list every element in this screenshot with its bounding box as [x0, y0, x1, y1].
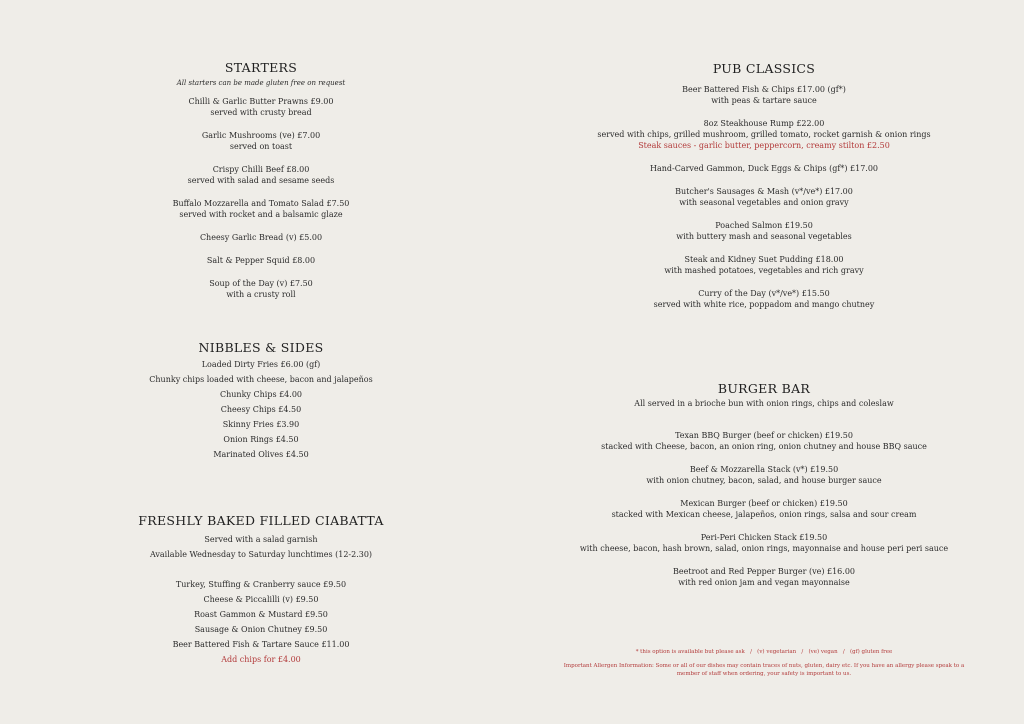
- menu-item: [575, 288, 953, 310]
- item-name: Texan BBQ Burger (beef or chicken) £19.50: [675, 431, 853, 440]
- item-desc: served with salad and sesame seeds: [187, 176, 335, 185]
- nibbles-list: [140, 357, 382, 462]
- starters-list: [140, 96, 382, 300]
- menu-item: [140, 232, 382, 243]
- item-desc: with seasonal vegetables and onion gravy: [679, 198, 849, 207]
- pub-classics-list: [575, 84, 953, 310]
- menu-item: [140, 255, 382, 266]
- menu-item: [575, 118, 953, 151]
- menu-item: [575, 464, 953, 486]
- ciabatta-title: FRESHLY BAKED FILLED CIABATTA: [138, 513, 384, 528]
- burger-bar-title: BURGER BAR: [717, 381, 811, 396]
- menu-item: [575, 532, 953, 554]
- pub-classics-title: PUB CLASSICS: [712, 61, 816, 76]
- item-desc: served with white rice, poppadom and mango chutney: [653, 300, 875, 309]
- dietary-legend: * this option is available but please ask / (v) vegetarian / (ve) vegan / (gf) gluten free: [635, 649, 893, 655]
- menu-item: [575, 254, 953, 276]
- item-desc: with buttery mash and seasonal vegetables: [676, 232, 852, 241]
- item-desc: served with chips, grilled mushroom, grilled tomato, rocket garnish & onion rings: [597, 130, 931, 139]
- item-name: Chilli & Garlic Butter Prawns £9.00: [188, 97, 334, 106]
- menu-item: [140, 164, 382, 186]
- item-name: Salt & Pepper Squid £8.00: [206, 256, 316, 265]
- footer: [555, 648, 973, 678]
- menu-item: [575, 220, 953, 242]
- nibbles-title: NIBBLES & SIDES: [198, 340, 324, 355]
- item-name: Poached Salmon £19.50: [715, 221, 813, 230]
- item-desc: with cheese, bacon, hash brown, salad, onion rings, mayonnaise and house peri peri sauce: [579, 544, 949, 553]
- menu-item: [575, 498, 953, 520]
- burger-list: [575, 430, 953, 588]
- item-desc: served with crusty bread: [210, 108, 312, 117]
- allergen-info-line1: Important Allergen Information: Some or all of our dishes may contain traces of nuts, gluten, dairy etc. If you have an allergy please speak to a: [563, 663, 965, 669]
- item-desc: with mashed potatoes, vegetables and rich gravy: [664, 266, 864, 275]
- item-desc: served with rocket and a balsamic glaze: [179, 210, 343, 219]
- list-item: Chunky chips loaded with cheese, bacon and jalapeños: [149, 375, 373, 384]
- item-name: Garlic Mushrooms (ve) £7.00: [201, 131, 321, 140]
- burger-bar-section: [575, 382, 953, 588]
- menu-item: [140, 130, 382, 152]
- item-name: Crispy Chilli Beef £8.00: [212, 165, 310, 174]
- item-desc: with peas & tartare sauce: [711, 96, 817, 105]
- item-desc: stacked with Mexican cheese, jalapeños, onion rings, salsa and sour cream: [611, 510, 917, 519]
- ciabatta-sub2: Available Wednesday to Saturday lunchtimes (12-2.30): [149, 550, 373, 559]
- item-desc: with onion chutney, bacon, salad, and house burger sauce: [646, 476, 882, 485]
- starters-note: All starters can be made gluten free on request: [176, 79, 346, 87]
- list-item: Skinny Fries £3.90: [222, 420, 300, 429]
- item-name: Beer Battered Fish & Chips £17.00 (gf*): [682, 85, 846, 94]
- list-item: Cheesy Chips £4.50: [220, 405, 302, 414]
- list-item: Sausage & Onion Chutney £9.50: [194, 625, 328, 634]
- item-name: Hand-Carved Gammon, Duck Eggs & Chips (gf*) £17.00: [649, 164, 879, 173]
- list-item: Loaded Dirty Fries £6.00 (gf): [201, 360, 321, 369]
- item-name: Buffalo Mozzarella and Tomato Salad £7.50: [172, 199, 350, 208]
- item-desc: with red onion jam and vegan mayonnaise: [678, 578, 850, 587]
- burger-bar-sub: All served in a brioche bun with onion rings, chips and coleslaw: [634, 399, 894, 408]
- starters-section: [140, 61, 382, 300]
- pub-classics-section: [575, 62, 953, 310]
- item-name: Beef & Mozzarella Stack (v*) £19.50: [689, 465, 839, 474]
- item-name: Beetroot and Red Pepper Burger (ve) £16.00: [673, 567, 855, 576]
- list-item: Beer Battered Fish & Tartare Sauce £11.00: [172, 640, 350, 649]
- item-desc: with a crusty roll: [226, 290, 296, 299]
- allergen-info-line2: member of staff when ordering, your safety is important to us.: [676, 671, 852, 677]
- item-name: Butcher's Sausages & Mash (v*/ve*) £17.00: [675, 187, 853, 196]
- list-item: Cheese & Piccalilli (v) £9.50: [203, 595, 319, 604]
- item-desc: served on toast: [229, 142, 293, 151]
- item-name: Mexican Burger (beef or chicken) £19.50: [680, 499, 848, 508]
- menu-item: [575, 566, 953, 588]
- list-item: Marinated Olives £4.50: [213, 450, 309, 459]
- menu-item: [575, 84, 953, 106]
- menu-item: [575, 430, 953, 452]
- nibbles-section: [140, 341, 382, 462]
- item-name: Soup of the Day (v) £7.50: [209, 279, 313, 288]
- ciabatta-subtitles: [120, 532, 402, 562]
- item-desc: stacked with Cheese, bacon, an onion ring, onion chutney and house BBQ sauce: [601, 442, 927, 451]
- menu-item: [575, 163, 953, 174]
- list-item: Roast Gammon & Mustard £9.50: [194, 610, 328, 619]
- menu-item: [575, 186, 953, 208]
- list-item: Chunky Chips £4.00: [220, 390, 302, 399]
- menu-item: [140, 198, 382, 220]
- ciabatta-sub1: Served with a salad garnish: [204, 535, 318, 544]
- item-name: Steak and Kidney Suet Pudding £18.00: [684, 255, 844, 264]
- ciabatta-section: [120, 514, 402, 667]
- list-item: Onion Rings £4.50: [223, 435, 299, 444]
- item-name: Cheesy Garlic Bread (v) £5.00: [199, 233, 323, 242]
- add-chips-note: Add chips for £4.00: [221, 655, 301, 664]
- menu-item: [140, 278, 382, 300]
- item-name: 8oz Steakhouse Rump £22.00: [703, 119, 825, 128]
- steak-sauces-note: Steak sauces - garlic butter, peppercorn, creamy stilton £2.50: [638, 141, 890, 150]
- starters-title: STARTERS: [224, 60, 298, 75]
- list-item: Turkey, Stuffing & Cranberry sauce £9.50: [175, 580, 347, 589]
- item-name: Curry of the Day (v*/ve*) £15.50: [698, 289, 830, 298]
- item-name: Peri-Peri Chicken Stack £19.50: [700, 533, 828, 542]
- ciabatta-list: [120, 577, 402, 667]
- menu-item: [140, 96, 382, 118]
